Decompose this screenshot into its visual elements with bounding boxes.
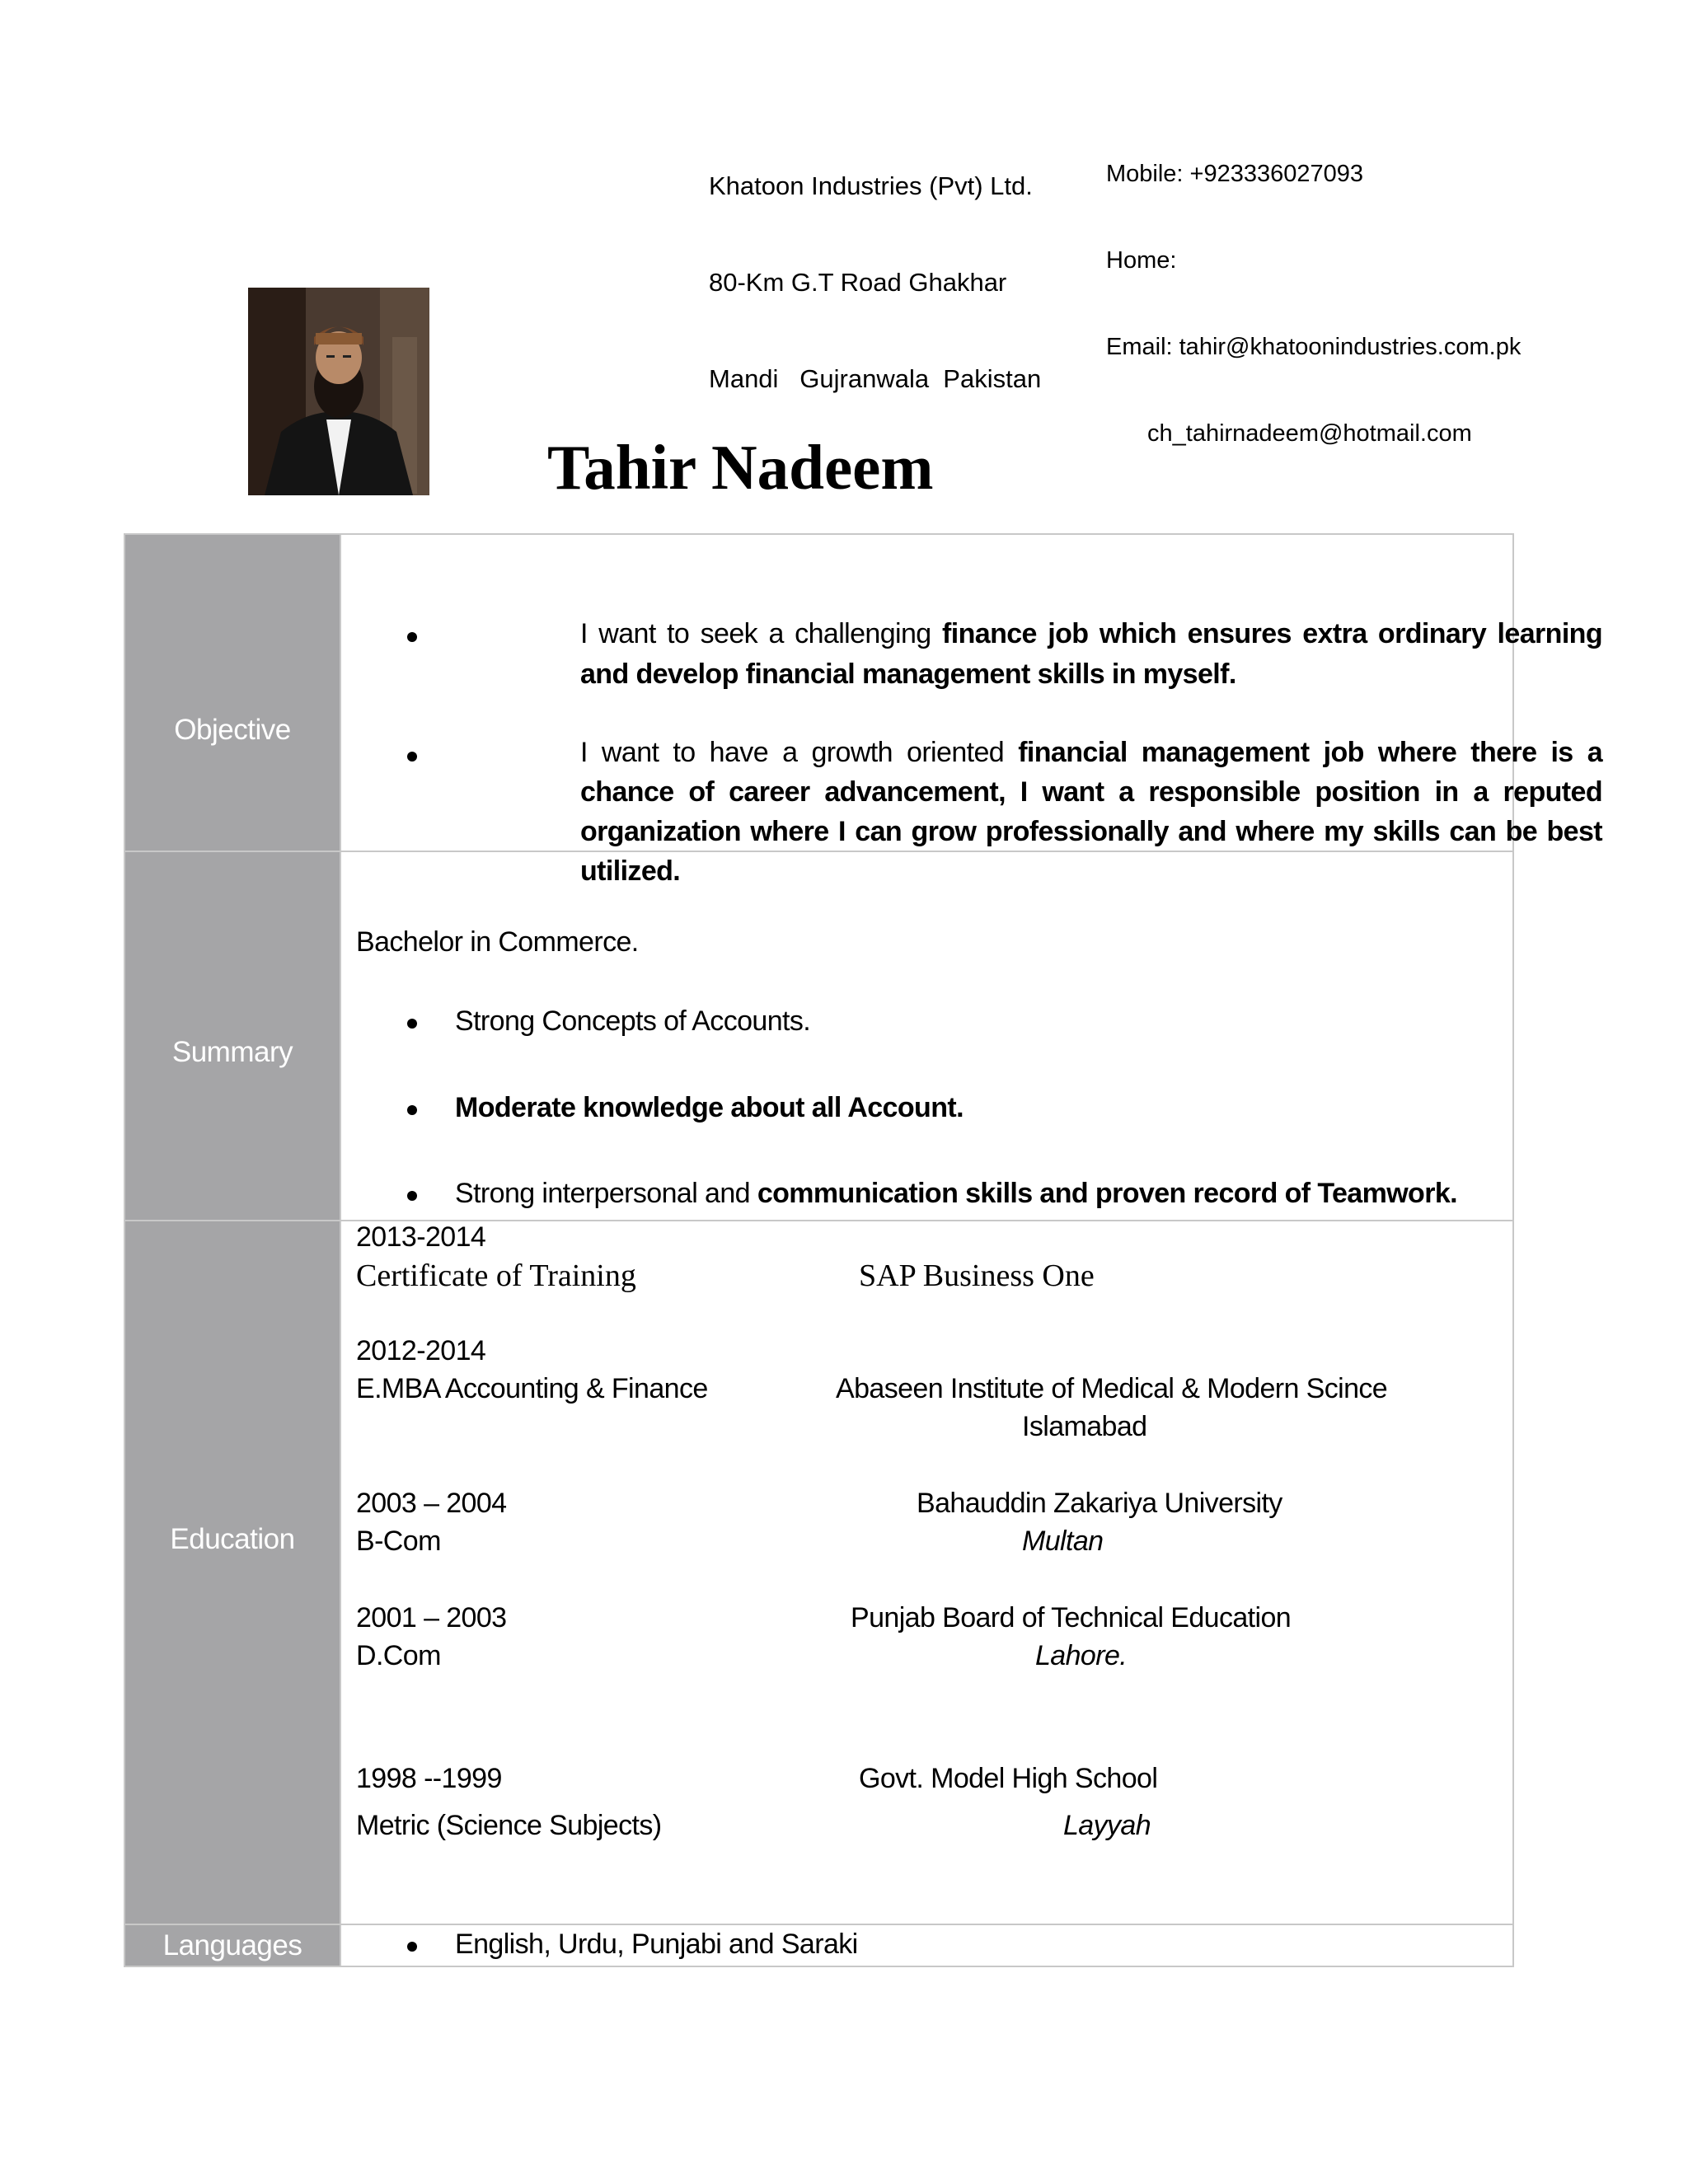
objective-item-bold: financial management job where there is a chance of career advancement, I want a responsible position in a reputed organization where I can grow professionally and where my skills can be best utilized. [580,737,1603,887]
languages-label: Languages [125,1925,340,1966]
education-content [340,1221,1512,1924]
objective-item [580,614,1602,695]
summary-content [340,852,1512,1220]
bullet-icon [407,1191,417,1201]
education-institute: SAP Business One [859,1258,1095,1293]
education-place [1063,1810,1151,1842]
languages-row [125,1925,1512,1966]
candidate-name: Tahir Nadeem [547,432,934,503]
education-place-text: Lahore. [1035,1640,1128,1671]
bullet-icon [407,1019,417,1029]
education-place: Islamabad [1022,1411,1147,1442]
objective-item-bold: finance job which ensures extra ordinary learning and develop financial management skills in myself. [580,618,1602,690]
bullet-icon [407,1942,417,1952]
bullet-icon [407,1105,417,1115]
objective-content [340,535,1603,887]
education-years: 2003 – 2004 [356,1488,507,1519]
education-label: Education [125,1221,340,1924]
resume-table [124,533,1603,1967]
education-institute: Punjab Board of Technical Education [851,1602,1292,1633]
home-phone: Home: [1106,247,1177,274]
company-name: Khatoon Industries (Pvt) Ltd. [709,171,1033,200]
education-degree: Metric (Science Subjects) [356,1810,662,1841]
mobile-number: Mobile: +923336027093 [1106,161,1364,187]
summary-row [125,852,1512,1221]
education-row [125,1221,1512,1925]
education-years: 2013-2014 [356,1221,486,1253]
company-address [709,105,1041,427]
languages-item: English, Urdu, Punjabi and Saraki [455,1929,858,1960]
languages-content [340,1925,1512,1966]
company-street: 80-Km G.T Road Ghakhar [709,268,1007,297]
education-degree: E.MBA Accounting & Finance [356,1373,708,1404]
email-primary: Email: tahir@khatoonindustries.com.pk [1106,334,1522,360]
summary-item-text: Strong interpersonal and [455,1178,757,1209]
education-degree: Certificate of Training [356,1258,636,1293]
summary-item [455,1092,964,1124]
education-degree: B-Com [356,1526,441,1557]
education-institute: Govt. Model High School [859,1763,1158,1794]
portrait-image [248,288,429,495]
profile-photo [248,288,429,495]
education-place [1022,1526,1103,1558]
contact-info [1106,102,1521,477]
bullet-icon [407,632,417,642]
summary-intro: Bachelor in Commerce. [356,926,639,958]
email-secondary: ch_tahirnadeem@hotmail.com [1147,420,1472,447]
education-years: 1998 --1999 [356,1763,502,1794]
summary-item-bold: communication skills and proven record of Teamwork. [757,1178,1458,1209]
education-place-text: Layyah [1063,1810,1151,1841]
bullet-icon [407,752,417,762]
summary-item [455,1005,810,1038]
objective-row [125,535,1603,887]
summary-item [455,1178,1457,1210]
summary-item-text: Strong Concepts of Accounts. [455,1005,811,1037]
summary-item-bold: Moderate knowledge about all Account. [455,1092,964,1123]
objective-item-text: I want to seek a challenging [580,618,943,649]
education-place [1035,1640,1127,1672]
education-years: 2012-2014 [356,1335,486,1366]
summary-label: Summary [125,852,340,1220]
education-place-text: Multan [1022,1526,1104,1557]
objective-item-text: I want to have a growth oriented [580,737,1019,768]
education-degree: D.Com [356,1640,441,1671]
company-city: Mandi Gujranwala Pakistan [709,364,1042,393]
education-institute: Abaseen Institute of Medical & Modern Scince [836,1373,1388,1404]
objective-label: Objective [125,535,340,851]
education-years: 2001 – 2003 [356,1602,507,1633]
education-institute: Bahauddin Zakariya University [917,1488,1282,1519]
